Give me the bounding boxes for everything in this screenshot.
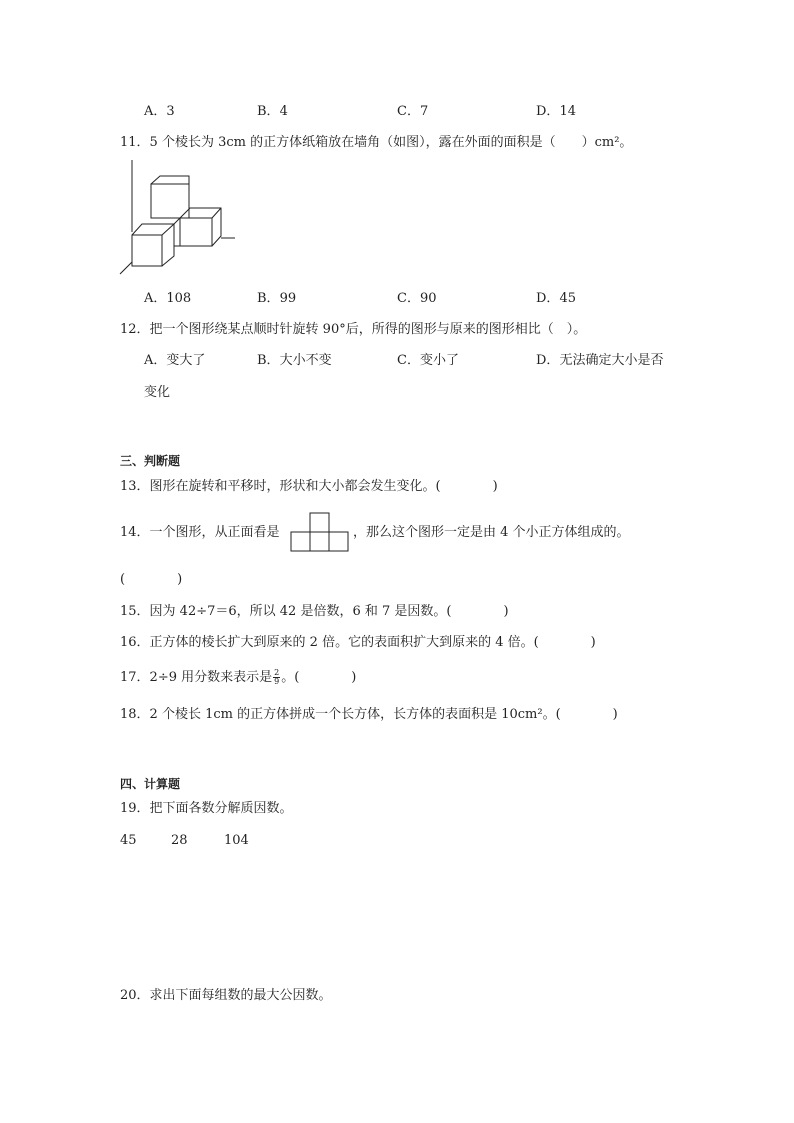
q14-text-before: 14．一个图形，从正面看是	[120, 525, 280, 540]
q19-number-28: 28	[171, 833, 188, 848]
q12-option-c[interactable]: C．变小了	[397, 353, 459, 368]
q12-option-a[interactable]: A．变大了	[144, 353, 206, 368]
fraction-two-ninths: $\frac{2}{9}$	[274, 668, 280, 686]
q18-text: 18．2 个棱长 1cm 的正方体拼成一个长方体，长方体的表面积是 10cm²。( )	[120, 707, 618, 722]
q11-option-b[interactable]: B．99	[257, 291, 297, 306]
front-view-figure	[290, 512, 350, 552]
q10-option-d[interactable]: D．14	[536, 104, 576, 119]
q20-text: 20．求出下面每组数的最大公因数。	[120, 988, 332, 1003]
q10-option-b[interactable]: B．4	[257, 104, 288, 119]
q10-option-a[interactable]: A．3	[144, 104, 175, 119]
q19-number-45: 45	[120, 833, 137, 848]
q10-option-c[interactable]: C．7	[397, 104, 429, 119]
q11-option-a[interactable]: A．108	[144, 291, 192, 306]
q12-text: 12．把一个图形绕某点顺时针旋转 90°后，所得的图形与原来的图形相比（ ）。	[120, 322, 587, 337]
q19-text: 19．把下面各数分解质因数。	[120, 801, 293, 816]
q12-option-d[interactable]: D．无法确定大小是否	[536, 353, 664, 368]
q15-text: 15．因为 42÷7＝6，所以 42 是倍数，6 和 7 是因数。( )	[120, 604, 509, 619]
q13-text: 13．图形在旋转和平移时，形状和大小都会发生变化。( )	[120, 479, 498, 494]
q16-text: 16．正方体的棱长扩大到原来的 2 倍。它的表面积扩大到原来的 4 倍。( )	[120, 635, 596, 650]
q11-option-d[interactable]: D．45	[536, 291, 576, 306]
q12-option-d-continued: 变化	[144, 385, 171, 400]
q14-answer-blank[interactable]: ( )	[120, 572, 183, 587]
q14-text-after: ，那么这个图形一定是由 4 个小正方体组成的。	[353, 525, 630, 540]
cubes-corner-figure	[118, 158, 238, 278]
q19-number-104: 104	[224, 833, 249, 848]
q17-text: 17．2÷9 用分数来表示是 $\frac{2}{9}$ 。( )	[120, 668, 357, 686]
section-3-title: 三、判断题	[120, 454, 181, 468]
q11-option-c[interactable]: C．90	[397, 291, 437, 306]
q11-text: 11．5 个棱长为 3cm 的正方体纸箱放在墙角（如图），露在外面的面积是（ ）cm²。	[120, 135, 633, 150]
section-4-title: 四、计算题	[120, 777, 181, 791]
q12-option-b[interactable]: B．大小不变	[257, 353, 332, 368]
